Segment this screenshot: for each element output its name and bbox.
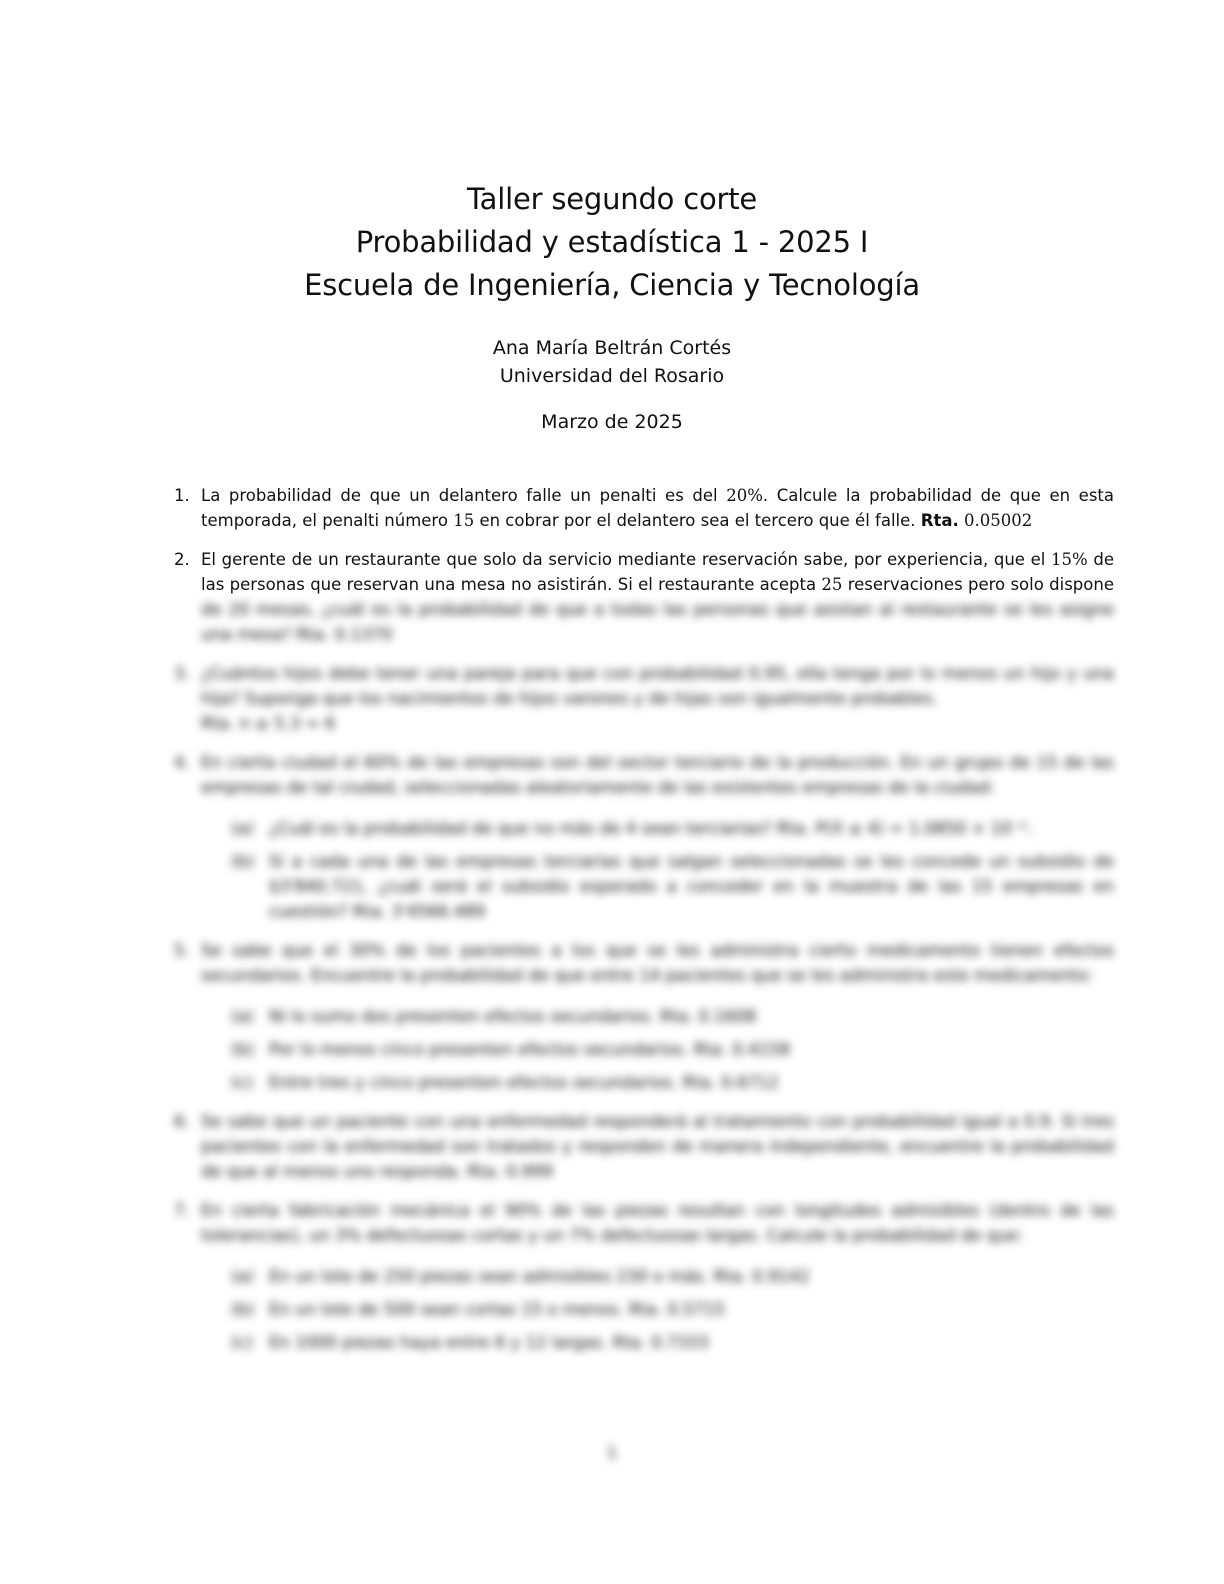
subproblem-label: (a)	[231, 1267, 254, 1286]
title-block	[0, 178, 1224, 307]
problem-number: 1.	[174, 486, 190, 505]
blurred-text: de 20 mesas, ¿cuál es la probabilidad de que a todas las personas que asistan al restaurante se les asigne una mesa? Rta. 0.1370	[201, 600, 1114, 644]
problem-4	[174, 750, 1114, 924]
problem-number: 2.	[174, 550, 190, 569]
subproblem-text: En 1000 piezas haya entre 6 y 12 largas. Rta. 0.7333	[269, 1333, 709, 1352]
answer-value: 0.05002	[964, 511, 1033, 530]
problem-text: Se sabe que un paciente con una enfermedad responderá al tratamiento con probabilidad igual a 0.9. Si tres pacientes con la enfermedad son tratados y responden de manera independiente, encuentre la probabilidad de que al menos uno responda. Rta. 0.999	[201, 1112, 1114, 1181]
subproblem-list	[201, 1264, 1114, 1355]
problem-answer: Rta. n ≥ 5.3 ≈ 6	[201, 714, 336, 733]
problem-text: en cobrar por el delantero sea el tercero que él falle.	[474, 511, 921, 530]
subproblem-label: (c)	[231, 1333, 253, 1352]
problem-3	[174, 661, 1114, 736]
title-line-2: Probabilidad y estadística 1 - 2025 I	[355, 225, 869, 259]
problem-text: En cierta ciudad el 60% de las empresas son del sector terciario de la producción. En un grupo de 15 de las empresas de tal ciudad, seleccionadas aleatoriamente de las existentes empresas de la ciudad:	[201, 753, 1114, 797]
problem-number: 5.	[174, 941, 190, 960]
subproblem	[201, 1037, 1114, 1062]
title-line-1: Taller segundo corte	[466, 182, 758, 216]
subproblem-list	[201, 1004, 1114, 1095]
subproblem-text: ¿Cuál es la probabilidad de que no más de 4 sean terciarias? Rta. P(X ≤ 4) = 1.0850 × 10⁻².	[269, 819, 1033, 838]
problem-1	[174, 483, 1114, 533]
subproblem-text: Ni lo sumo dos presenten efectos secundarios. Rta. 0.1608	[269, 1007, 757, 1026]
problem-7	[174, 1198, 1114, 1355]
subproblem	[201, 1004, 1114, 1029]
subproblem-text: En un lote de 500 sean cortas 15 o menos. Rta. 0.5715	[269, 1300, 726, 1319]
subproblem-list	[201, 816, 1114, 924]
subproblem	[201, 1297, 1114, 1322]
problem-number: 6.	[174, 1112, 190, 1131]
subproblem-label: (b)	[231, 1040, 255, 1059]
math-value: 25	[821, 575, 843, 594]
subproblem	[201, 849, 1114, 924]
institution-name: Universidad del Rosario	[499, 365, 725, 387]
problem-text: Se sabe que el 30% de los pacientes a los que se les administra cierto medicamento tienen efectos secundarios. Encuentre la probabilidad de que entre 14 pacientes que se les administra este medicamento:	[201, 941, 1114, 985]
problem-text: de las personas que reservan una mesa no asistirán. Si el restaurante acepta	[201, 550, 1114, 594]
subproblem	[201, 1264, 1114, 1289]
answer-label: Rta.	[920, 511, 959, 530]
math-value: 15	[453, 511, 475, 530]
problem-text: En cierta fabricación mecánica el 90% de las piezas resultan con longitudes admisibles (dentro de las tolerancias), un 3% defectuosas cortas y un 7% defectuosas largas. Calcule la probabilidad de que:	[201, 1201, 1114, 1245]
subproblem-label: (b)	[231, 1300, 255, 1319]
problem-text: . Calcule la probabilidad de que en esta temporada, el penalti número	[201, 486, 1115, 530]
subproblem-text: En un lote de 250 piezas sean admisibles 230 o más. Rta. 0.9142	[269, 1267, 810, 1286]
subproblem-text: Entre tres y cinco presenten efectos secundarios. Rta. 0.6712	[269, 1073, 779, 1092]
title-line-3: Escuela de Ingeniería, Ciencia y Tecnología	[304, 268, 920, 302]
problem-5	[174, 938, 1114, 1095]
page-number: 1	[606, 1443, 618, 1462]
subproblem	[201, 816, 1114, 841]
subproblem-label: (c)	[231, 1073, 253, 1092]
problem-6	[174, 1109, 1114, 1184]
problem-number: 7.	[174, 1201, 190, 1220]
subproblem-text: Por lo menos cinco presenten efectos secundarios. Rta. 0.4158	[269, 1040, 790, 1059]
problem-2	[174, 547, 1114, 647]
author-name: Ana María Beltrán Cortés	[492, 337, 732, 359]
subproblem-label: (b)	[231, 852, 255, 871]
math-value: 15%	[1051, 550, 1088, 569]
problem-text: ¿Cuántos hijos debe tener una pareja para que con probabilidad 0.95, ella tenga por lo menos un hijo y una hija? Suponga que los nacimientos de hijos varones y de hijas son igualmente probables.	[201, 664, 1114, 708]
problem-number: 3.	[174, 664, 190, 683]
subproblem	[201, 1070, 1114, 1095]
subproblem-label: (a)	[231, 1007, 254, 1026]
problem-text: El gerente de un restaurante que solo da servicio mediante reservación sabe, por experiencia, que el	[201, 550, 1052, 569]
document-date: Marzo de 2025	[541, 411, 683, 433]
problem-text: reservaciones pero solo dispone	[842, 575, 1114, 594]
problem-list	[174, 483, 1114, 1369]
math-value: 20%	[726, 486, 763, 505]
author-block	[0, 334, 1224, 390]
subproblem	[201, 1330, 1114, 1355]
subproblem-label: (a)	[231, 819, 254, 838]
problem-text: La probabilidad de que un delantero falle un penalti es del	[201, 486, 727, 505]
subproblem-text: Si a cada una de las empresas terciarias que salgan seleccionadas se les concede un subsidio de $3'840.721, ¿cuál será el subsidio esperado a conceder en la muestra de las 15 empresas en cuestión? Rta. 3'4566.489	[269, 852, 1114, 921]
problem-number: 4.	[174, 753, 190, 772]
